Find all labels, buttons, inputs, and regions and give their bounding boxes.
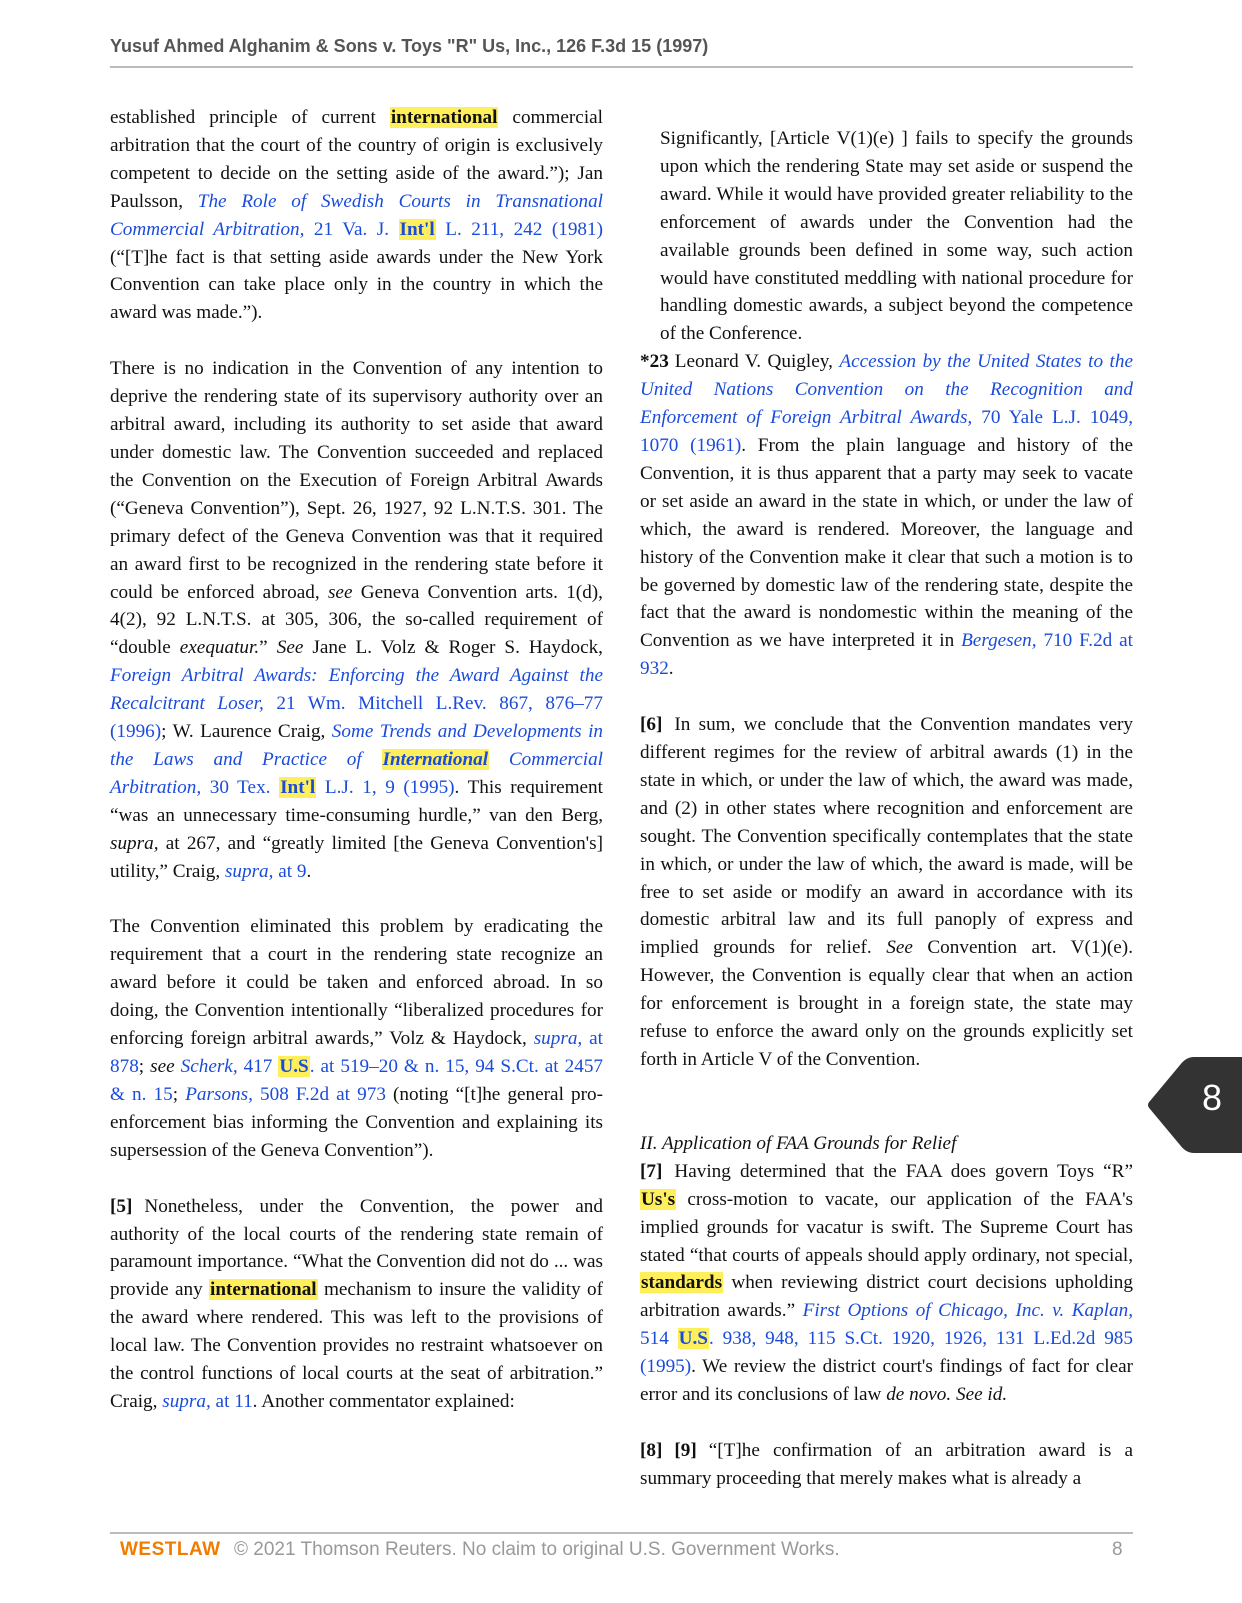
page-number-tab — [1146, 1057, 1242, 1153]
citation-link[interactable]: First Options of Chicago, Inc. v. Kaplan, 514 U.S. 938, 948, 115 S.Ct. 1920, 1926, 131 L.Ed.2d 985 (1995) — [640, 1300, 1134, 1378]
text: Geneva Convention arts. 1(d), 4(2), 92 L.N.T.S. at 305, 306, the so-called requirement of “double — [110, 581, 603, 659]
citation-link[interactable]: Foreign Arbitral Awards: Enforcing the Award Against the Recalcitrant Loser, 21 Wm. Mitchell L.Rev. 867, 876–77 (1996) — [110, 665, 603, 743]
signal-see: see — [327, 581, 353, 603]
paragraph: The Convention eliminated this problem by eradicating the requirement that a court in the rendering state recognize an award before it could be taken and enforced abroad. In so doing, the Convention intentionally “liberalized procedures for enforcing foreign arbitral awards,” Volz & Haydock, supra, at 878; see Scherk, 417 U.S. at 519–20 & n. 15, 94 S.Ct. at 2457 & n. 15; Parsons, 508 F.2d at 973 (noting “[t]he general pro-enforcement bias informing the Convention and explaining its supersession of the Geneva Convention”). — [110, 916, 604, 1161]
left-column — [110, 104, 603, 1416]
italic-term: supra, — [110, 832, 159, 854]
citation-link[interactable]: Scherk, 417 U.S. at 519–20 & n. 15, 94 S.Ct. at 2457 & n. 15 — [110, 1056, 604, 1105]
headnote-marker[interactable]: [8] — [640, 1439, 663, 1461]
headnote-marker[interactable]: [6] — [640, 714, 663, 736]
text: . We review the district court's findings of fact for clear error and its conclusions of law — [640, 1356, 1133, 1406]
text: Leonard V. Quigley, — [674, 351, 840, 373]
page-tab-number: 8 — [1201, 1077, 1223, 1118]
citation-link[interactable]: Some Trends and Developments in the Laws and Practice of International Commercial Arbitration, 30 Tex. Int'l L.J. 1, 9 (1995) — [110, 721, 603, 798]
westlaw-logo: WESTLAW — [120, 1539, 221, 1560]
text: . Another commentator explained: — [252, 1390, 515, 1412]
footer-divider — [110, 1532, 1133, 1534]
text: Having determined that the FAA does govern Toys “R” — [674, 1160, 1133, 1182]
text: . From the plain language and history of the Convention, it is thus apparent that a party may seek to vacate or set aside an award in the state in which, or under the law of which, the award is rendered. Moreover, the language and history of the Convention make it clear that such a motion is to be governed by domestic law of the rendering state, despite the fact that the award is nondomestic within the meaning of the Convention as we have interpreted it in — [640, 434, 1133, 652]
block-quote: Significantly, [Article V(1)(e) ] fails to specify the grounds upon which the rendering State may set aside or suspend the award. While it would have provided greater reliability to the enforcement of awards under the Convention had the available grounds been defined in some way, such action would have constituted meddling with national procedure for handling domestic awards, a subject beyond the competence of the Conference. — [660, 128, 1133, 345]
text: The Convention eliminated this problem by eradicating the requirement that a court in the rendering state recognize an award before it could be taken and enforced abroad. In so doing, the Convention intentionally “liberalized procedures for enforcing foreign arbitral awards,” Volz & Haydock, — [110, 916, 603, 1050]
search-highlight: standards — [641, 1272, 723, 1294]
citation-link[interactable]: The Role of Swedish Courts in Transnational Commercial Arbitration, 21 Va. J. Int'l L. 211, 242 (1981) — [110, 190, 603, 240]
signal-see: See — [886, 937, 913, 959]
paragraph: *23 Leonard V. Quigley, Accession by the United States to the United Nations Convention on the Recognition and Enforcement of Foreign Arbitral Awards, 70 Yale L.J. 1049, 1070 (1961). From the plain language and history of the Convention, it is thus apparent that a party may seek to vacate or set aside an award in the state in which, or under the law of which, the award is rendered. Moreover, the language and history of the Convention make it clear that such a motion is to be governed by domestic law of the rendering state, despite the fact that the award is nondomestic within the meaning of the Convention as we have interpreted it in Bergesen, 710 F.2d at 932. — [640, 351, 1133, 680]
text: cross-motion to vacate, our application of the FAA's implied grounds for vacatur is swift. The Supreme Court has stated “that courts of appeals should apply ordinary, not special, — [640, 1188, 1133, 1266]
text: Jane L. Volz & Roger S. Haydock, — [303, 637, 603, 659]
search-highlight: Int'l — [399, 218, 435, 240]
star-page-marker: *23 — [640, 351, 669, 373]
search-highlight: Us's — [641, 1188, 676, 1210]
text: “[T]he confirmation of an arbitration award is a summary proceeding that merely makes what is already a — [640, 1439, 1133, 1489]
paragraph — [110, 1193, 603, 1416]
citation-link[interactable]: supra, at 878 — [110, 1028, 603, 1077]
search-highlight: international — [390, 107, 498, 128]
citation-link[interactable]: Bergesen, 710 F.2d at 932 — [640, 630, 1133, 680]
citation-link[interactable]: supra, at 11 — [162, 1390, 253, 1412]
copyright-notice: © 2021 Thomson Reuters. No claim to original U.S. Government Works. — [234, 1539, 840, 1560]
paragraph: There is no indication in the Convention of any intention to deprive the rendering state of its supervisory authority over an arbitral award, including its authority to set aside that award under domestic law. The Convention succeeded and replaced the Convention on the Execution of Foreign Arbitral Awards (“Geneva Convention”), Sept. 26, 1927, 92 L.N.T.S. 301. The primary defect of the Geneva Convention was that it required an award first to be recognized in the rendering state before it could be enforced abroad, see Geneva Convention arts. 1(d), 4(2), 92 L.N.T.S. at 305, 306, the so-called requirement of “double exequatur.” See Jane L. Volz & Roger S. Haydock, Foreign Arbitral Awards: Enforcing the Award Against the Recalcitrant Loser, 21 Wm. Mitchell L.Rev. 867, 876–77 (1996); W. Laurence Craig, Some Trends and Developments in the Laws and Practice of International Commercial Arbitration, 30 Tex. Int'l L.J. 1, 9 (1995). This requirement “was an unnecessary time-consuming hurdle,” van den Berg, supra, at 267, and “greatly limited [the Geneva Convention's] utility,” Craig, supra, at 9. — [110, 358, 603, 882]
text: (“[T]he fact is that setting aside awards under the New York Convention can take place only in the country in which the award was made.”). — [110, 246, 603, 324]
right-column — [640, 125, 1133, 1493]
search-highlight: U.S — [279, 1056, 309, 1077]
text: In sum, we conclude that the Convention mandates very different regimes for the review of arbitral awards (1) in the state in which, or under the law of which, the award was made, and (2) in other states where recognition and enforcement are sought. The Convention specifically contemplates that the state in which, or under the law of which, the award is made, will be free to set aside or modify an award in accordance with its domestic arbitral law and its full panoply of express and implied grounds for relief. — [640, 714, 1133, 959]
signal-see: See — [276, 637, 304, 659]
citation-link[interactable]: Parsons, 508 F.2d at 973 — [185, 1083, 386, 1105]
search-highlight: international — [210, 1279, 317, 1301]
footer-page-number: 8 — [1112, 1539, 1123, 1560]
paragraph — [640, 711, 1133, 1074]
text: at 267, and “greatly limited [the Geneva Convention's] utility,” Craig, — [110, 832, 603, 882]
header-divider — [110, 66, 1133, 68]
signal-see: see — [150, 1056, 175, 1077]
search-highlight: U.S — [678, 1328, 708, 1350]
text: mechanism to insure the validity of the award where rendered. This was left to the provisions of local law. The Convention provides no restraint whatsoever on the control functions of local courts at the seat of arbitration.” Craig, — [110, 1279, 603, 1412]
paragraph — [640, 1437, 1133, 1493]
text: There is no indication in the Convention of any intention to deprive the rendering state of its supervisory authority over an arbitral award, including its authority to set aside that award under domestic law. The Convention succeeded and replaced the Convention on the Execution of Foreign Arbitral Awards (“Geneva Convention”), Sept. 26, 1927, 92 L.N.T.S. 301. The primary defect of the Geneva Convention was that it required an award first to be recognized in the rendering state before it could be enforced abroad, — [110, 358, 603, 603]
text: . This requirement “was an unnecessary time-consuming hurdle,” van den Berg, — [110, 776, 603, 826]
search-highlight: International — [382, 748, 489, 770]
text: when reviewing district court decisions upholding arbitration awards.” — [640, 1272, 1133, 1322]
text: commercial arbitration that the court of the country of origin is exclusively competent to decide on the setting aside of the award.”); Jan Paulsson, — [110, 107, 603, 212]
italic-term: de novo. See id. — [886, 1384, 1008, 1406]
text: ; W. Laurence Craig, — [161, 721, 332, 743]
search-highlight: Int'l — [280, 776, 316, 798]
headnote-marker[interactable]: [9] — [674, 1439, 697, 1461]
italic-term: exequatur. — [179, 637, 260, 659]
text: established principle of current — [110, 107, 390, 128]
citation-link[interactable]: Accession by the United States to the United Nations Convention on the Recognition and Enforcement of Foreign Arbitral Awards, 70 Yale L.J. 1049, 1070 (1961) — [640, 351, 1133, 456]
section-heading: II. Application of FAA Grounds for Relief — [640, 1132, 957, 1154]
headnote-marker[interactable]: [5] — [110, 1195, 133, 1217]
paragraph — [640, 1158, 1133, 1409]
citation-link[interactable]: supra, at 9 — [224, 860, 307, 882]
document-title: Yusuf Ahmed Alghanim & Sons v. Toys "R" Us, Inc., 126 F.3d 15 (1997) — [110, 36, 709, 56]
paragraph — [110, 104, 603, 327]
text: (noting “[t]he general pro-enforcement bias informing the Convention and explaining its supersession of the Geneva Convention”). — [110, 1083, 603, 1161]
text: Convention art. V(1)(e). However, the Convention is equally clear that when an action for enforcement is brought in a foreign state, the state may refuse to enforce the award only on the grounds explicitly set forth in Article V of the Convention. — [640, 937, 1133, 1070]
headnote-marker[interactable]: [7] — [640, 1160, 663, 1182]
text: Nonetheless, under the Convention, the power and authority of the local courts of the rendering state remain of paramount importance. “What the Convention did not do ... was provide any — [110, 1195, 603, 1301]
